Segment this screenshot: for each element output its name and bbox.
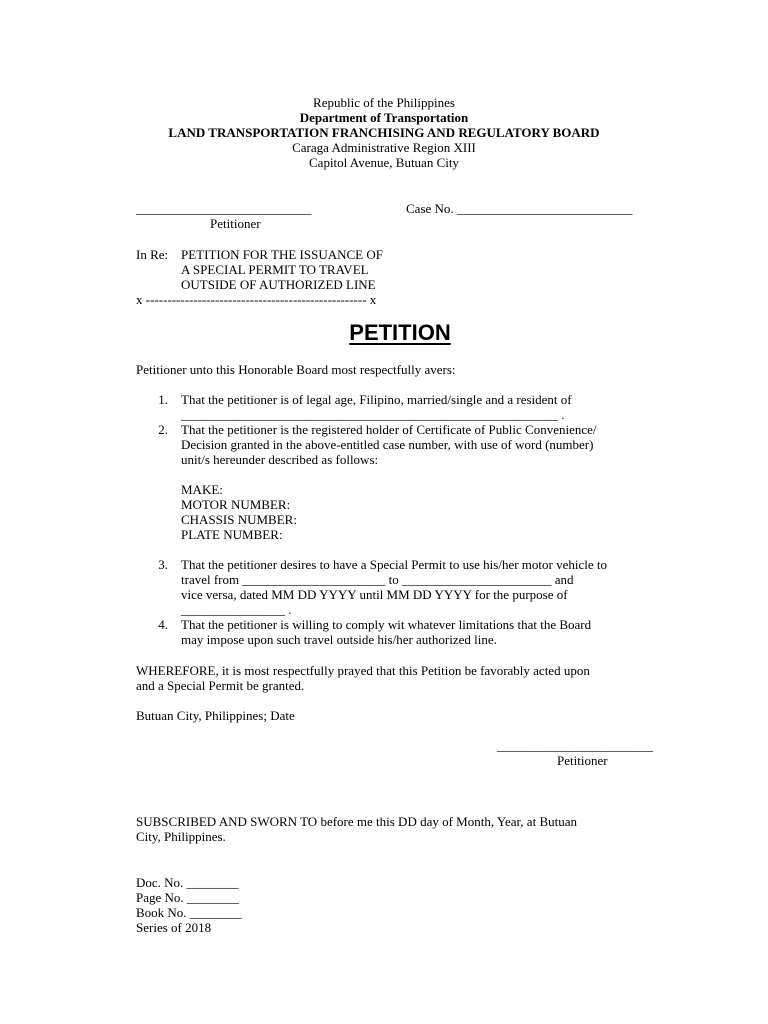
signature-label: Petitioner (557, 753, 608, 768)
jurat-line: City, Philippines. (136, 829, 226, 844)
item-4-line: may impose upon such travel outside his/her authorized line. (181, 632, 497, 647)
wherefore-line: WHEREFORE, it is most respectfully prayed that this Petition be favorably acted upon (136, 663, 590, 678)
field-make: MAKE: (181, 482, 223, 497)
intro-text: Petitioner unto this Honorable Board most respectfully avers: (136, 362, 456, 377)
place-date: Butuan City, Philippines; Date (136, 708, 295, 723)
item-2-line: That the petitioner is the registered holder of Certificate of Public Convenience/ (181, 422, 597, 437)
petitioner-blank: ___________________________ (136, 201, 312, 216)
item-3-line: vice versa, dated MM DD YYYY until MM DD YYYY for the purpose of (181, 587, 568, 602)
in-re-line-3: OUTSIDE OF AUTHORIZED LINE (181, 277, 376, 292)
page-number: Page No. ________ (136, 890, 239, 905)
header-region: Caraga Administrative Region XIII (292, 140, 476, 155)
wherefore-line: and a Special Permit be granted. (136, 678, 305, 693)
in-re-line-1: PETITION FOR THE ISSUANCE OF (181, 247, 383, 262)
header-republic: Republic of the Philippines (313, 95, 455, 110)
signature-line: ________________________ (497, 738, 653, 753)
item-4-line: That the petitioner is willing to comply wit whatever limitations that the Board (181, 617, 592, 632)
item-2-line: Decision granted in the above-entitled case number, with use of word (number) (181, 437, 594, 452)
item-3-line: That the petitioner desires to have a Special Permit to use his/her motor vehicle to (181, 557, 607, 572)
petitioner-label: Petitioner (210, 216, 261, 231)
item-1-line: That the petitioner is of legal age, Filipino, married/single and a resident of (181, 392, 572, 407)
item-3-number: 3. (158, 557, 168, 572)
jurat-line: SUBSCRIBED AND SWORN TO before me this DD day of Month, Year, at Butuan (136, 814, 577, 829)
caption-separator: x --------------------------------------------------- x (136, 292, 377, 307)
header-address: Capitol Avenue, Butuan City (309, 155, 459, 170)
item-2-number: 2. (158, 422, 168, 437)
field-chassis-number: CHASSIS NUMBER: (181, 512, 297, 527)
document-title: PETITION (349, 320, 451, 345)
field-motor-number: MOTOR NUMBER: (181, 497, 291, 512)
item-4-number: 4. (158, 617, 168, 632)
item-3-line: travel from ______________________ to _______________________ and (181, 572, 574, 587)
in-re-label: In Re: (136, 247, 169, 262)
in-re-line-2: A SPECIAL PERMIT TO TRAVEL (181, 262, 369, 277)
item-2-line: unit/s hereunder described as follows: (181, 452, 379, 467)
header-board: LAND TRANSPORTATION FRANCHISING AND REGULATORY BOARD (168, 125, 600, 140)
series-year: Series of 2018 (136, 920, 212, 935)
item-1-line: __________________________________________________________ . (181, 407, 565, 422)
field-plate-number: PLATE NUMBER: (181, 527, 283, 542)
item-3-line: ________________ . (181, 602, 292, 617)
item-1-number: 1. (158, 392, 168, 407)
book-number: Book No. ________ (136, 905, 242, 920)
doc-number: Doc. No. ________ (136, 875, 239, 890)
header-department: Department of Transportation (299, 110, 469, 125)
case-number: Case No. ___________________________ (406, 201, 633, 216)
